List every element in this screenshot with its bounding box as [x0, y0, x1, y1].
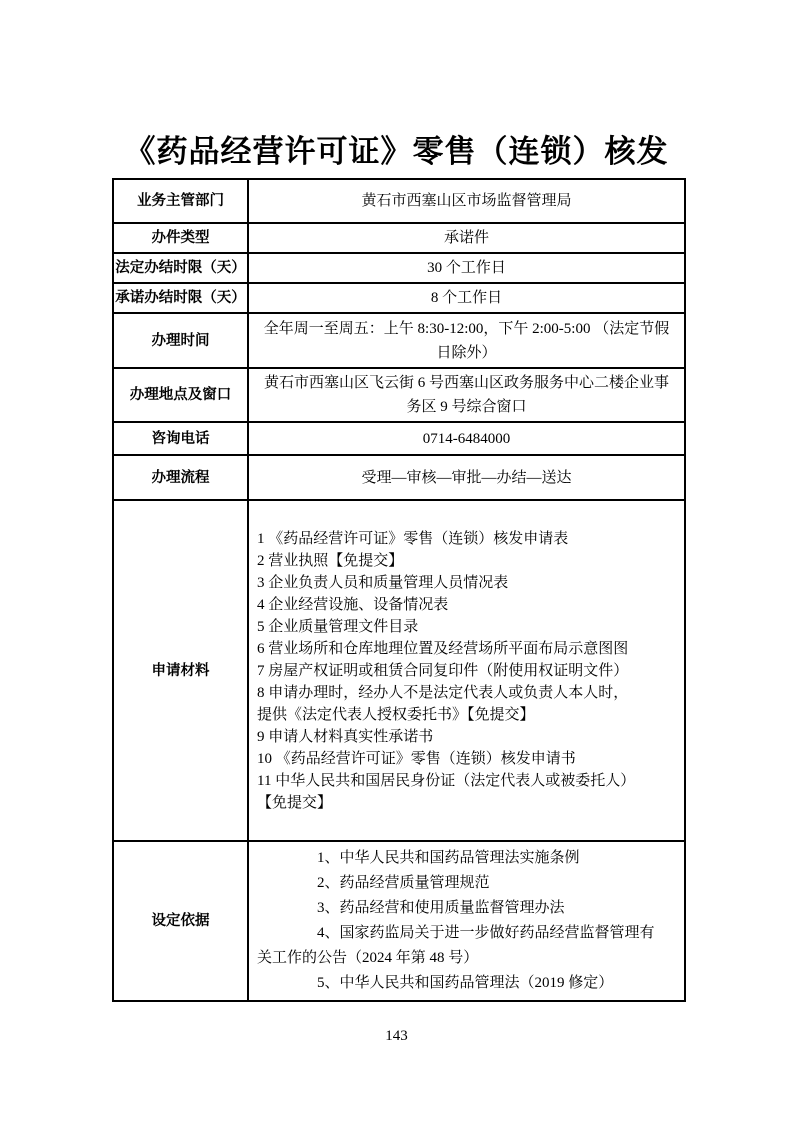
material-item: 7 房屋产权证明或租赁合同复印件（附使用权证明文件）	[257, 662, 629, 679]
table-row	[113, 455, 685, 500]
row-label: 办理流程	[113, 455, 248, 500]
table-row	[113, 283, 685, 313]
table-row	[113, 253, 685, 283]
basis-item: 4、国家药监局关于进一步做好药品经营监督管理有关工作的公告（2024 年第 48 号）	[257, 925, 655, 966]
material-item: 3 企业负责人员和质量管理人员情况表	[257, 574, 509, 591]
row-label: 承诺办结时限（天）	[113, 283, 248, 313]
material-item: 11 中华人民共和国居民身份证（法定代表人或被委托人）【免提交】	[257, 772, 636, 811]
row-label: 办理地点及窗口	[113, 368, 248, 422]
basis-item: 3、药品经营和使用质量监督管理办法	[317, 900, 565, 916]
row-label: 办件类型	[113, 223, 248, 253]
material-item: 9 申请人材料真实性承诺书	[257, 728, 434, 745]
table-row	[113, 223, 685, 253]
row-label: 业务主管部门	[113, 179, 248, 223]
material-item: 8 申请办理时，经办人不是法定代表人或负责人本人时，提供《法定代表人授权委托书》【免提交】	[257, 684, 629, 723]
row-value: 黄石市西塞山区飞云街 6 号西塞山区政务服务中心二楼企业事务区 9 号综合窗口	[248, 368, 685, 422]
table-row	[113, 179, 685, 223]
row-value: 承诺件	[248, 223, 685, 253]
basis-item: 5、中华人民共和国药品管理法（2019 修定）	[317, 975, 614, 991]
page-number: 143	[385, 1028, 408, 1044]
basis-list	[248, 841, 685, 1001]
row-label: 设定依据	[113, 841, 248, 1001]
basis-item: 2、药品经营质量管理规范	[317, 875, 490, 891]
basis-item: 1、中华人民共和国药品管理法实施条例	[317, 850, 580, 866]
material-item: 1 《药品经营许可证》零售（连锁）核发申请表	[257, 530, 569, 547]
table-row	[113, 313, 685, 368]
row-value: 受理—审核—审批—办结—送达	[248, 455, 685, 500]
table-row-basis	[113, 841, 685, 1001]
material-item: 10 《药品经营许可证》零售（连锁）核发申请书	[257, 750, 576, 767]
table-row	[113, 422, 685, 455]
row-label: 法定办结时限（天）	[113, 253, 248, 283]
table-row-materials	[113, 500, 685, 841]
service-info-table	[112, 178, 686, 1002]
row-value: 8 个工作日	[248, 283, 685, 313]
row-label: 申请材料	[113, 500, 248, 841]
row-value: 全年周一至周五：上午 8:30-12:00，下午 2:00-5:00 （法定节假日除外）	[248, 313, 685, 368]
page-title: 《药品经营许可证》零售（连锁）核发	[124, 134, 669, 169]
material-item: 2 营业执照【免提交】	[257, 552, 404, 569]
row-value: 黄石市西塞山区市场监督管理局	[248, 179, 685, 223]
row-value: 0714-6484000	[248, 422, 685, 455]
material-item: 6 营业场所和仓库地理位置及经营场所平面布局示意图图	[257, 640, 629, 657]
row-label: 办理时间	[113, 313, 248, 368]
materials-list	[248, 500, 685, 841]
table-row	[113, 368, 685, 422]
material-item: 5 企业质量管理文件目录	[257, 618, 419, 635]
row-value: 30 个工作日	[248, 253, 685, 283]
row-label: 咨询电话	[113, 422, 248, 455]
material-item: 4 企业经营设施、设备情况表	[257, 596, 449, 613]
